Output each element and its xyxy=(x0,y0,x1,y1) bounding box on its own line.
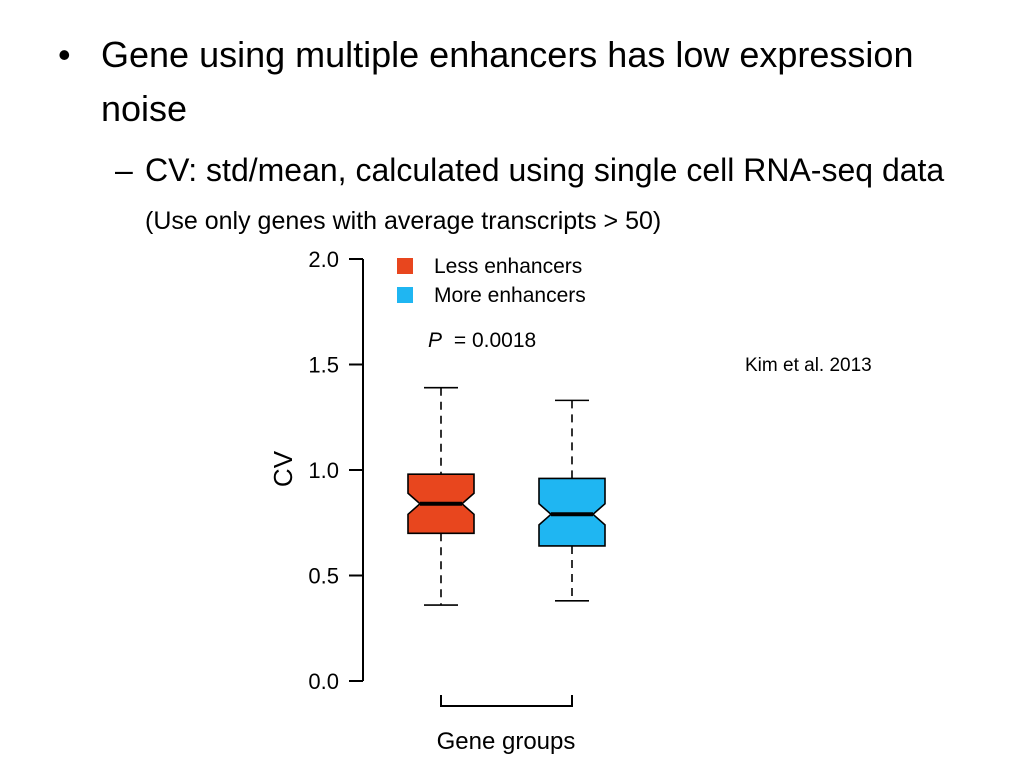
y-axis xyxy=(308,247,363,694)
x-axis-label: Gene groups xyxy=(436,728,576,755)
bullet-dot: • xyxy=(58,34,71,75)
y-tick-label: 2.0 xyxy=(308,247,339,272)
legend-label: More enhancers xyxy=(434,284,586,307)
y-tick-label: 0.5 xyxy=(308,563,339,589)
legend-swatch xyxy=(397,258,413,274)
p-value-text: = 0.0018 xyxy=(453,329,537,352)
p-value-label: P xyxy=(428,329,443,352)
bullet-dash: – xyxy=(115,152,133,188)
bullet-2-text: CV: std/mean, calculated using single cell RNA-seq data xyxy=(145,152,945,188)
y-tick-label: 0.0 xyxy=(308,669,339,694)
bullet-2-note: (Use only genes with average transcripts > 50) xyxy=(145,207,662,235)
boxes xyxy=(408,388,605,605)
box-2 xyxy=(539,400,605,600)
bullet-1-text: Gene using multiple enhancers has low expression noise xyxy=(101,34,914,129)
x-axis-bracket xyxy=(441,695,572,706)
legend-swatch xyxy=(397,287,413,303)
y-tick-label: 1.5 xyxy=(308,352,339,378)
y-axis-label: CV xyxy=(268,450,298,488)
box-1 xyxy=(408,388,474,605)
p-value-annotation xyxy=(428,329,536,352)
legend-label: Less enhancers xyxy=(434,255,583,278)
boxplot-chart xyxy=(250,240,650,768)
y-tick-label: 1.0 xyxy=(308,458,339,483)
bullet-2-content xyxy=(145,146,975,245)
box-body xyxy=(539,478,605,546)
legend xyxy=(397,255,586,307)
citation: Kim et al. 2013 xyxy=(745,355,872,376)
